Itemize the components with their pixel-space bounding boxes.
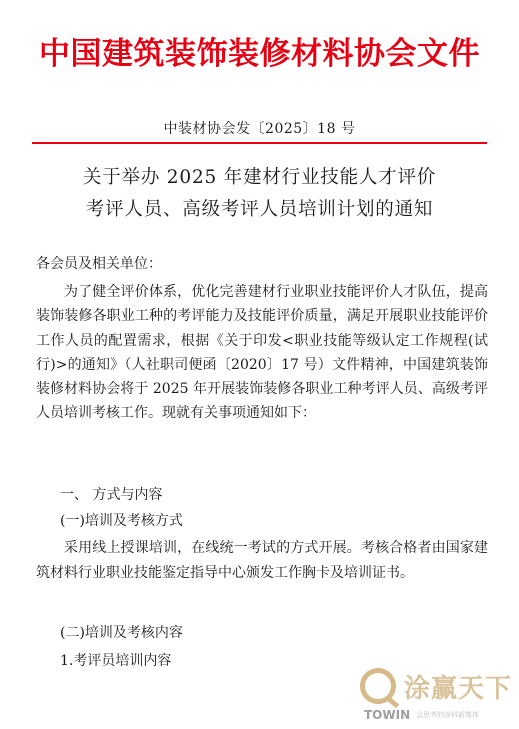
watermark-name: 涂赢天下 [404, 674, 513, 704]
notice-title-line1: 关于举办 2025 年建材行业技能人才评价 [82, 167, 437, 188]
document-header-title: 中国建筑装饰装修材料协会文件 [39, 36, 480, 72]
notice-title-line2: 考评人员、高级考评人员培训计划的通知 [85, 199, 434, 220]
watermark-brand: TOWIN [364, 708, 411, 722]
intro-paragraph: 为了健全评价体系，优化完善建材行业职业技能评价人才队伍，提高装饰装修各职业工种的考评能力及技能评价质量，满足开展职业技能评价工作人员的配置需求，根据《关于印发<职业技能等级认定工作规程(试行)>的通知》（人社职司便函〔2020〕17 号）文件精神，中国建筑装饰装修材料协会将于 2025 年开展装饰装修各职业工种考评人员、高级考评人员培训考核工作。现就有关事项通知如下： [36, 284, 488, 422]
watermark-logo-icon [360, 668, 396, 704]
salutation: 各会员及相关单位： [36, 256, 162, 272]
section1-heading: 一、 方式与内容 [60, 487, 163, 503]
watermark [352, 664, 512, 724]
item1-heading: 1.考评员培训内容 [60, 653, 172, 669]
subsection1-paragraph: 采用线上授课培训，在线统一考试的方式开展。考核合格者由国家建筑材料行业职业技能鉴定指导中心颁发工作胸卡及培训证书。 [36, 540, 488, 581]
document-number: 中装材协会发〔2025〕18 号 [163, 121, 356, 137]
watermark-tagline: 会思考的涂料新媒体 [416, 711, 479, 719]
header-divider [32, 142, 487, 144]
subsection1-heading: (一)培训及考核方式 [60, 513, 183, 529]
subsection2-heading: (二)培训及考核内容 [60, 625, 183, 641]
